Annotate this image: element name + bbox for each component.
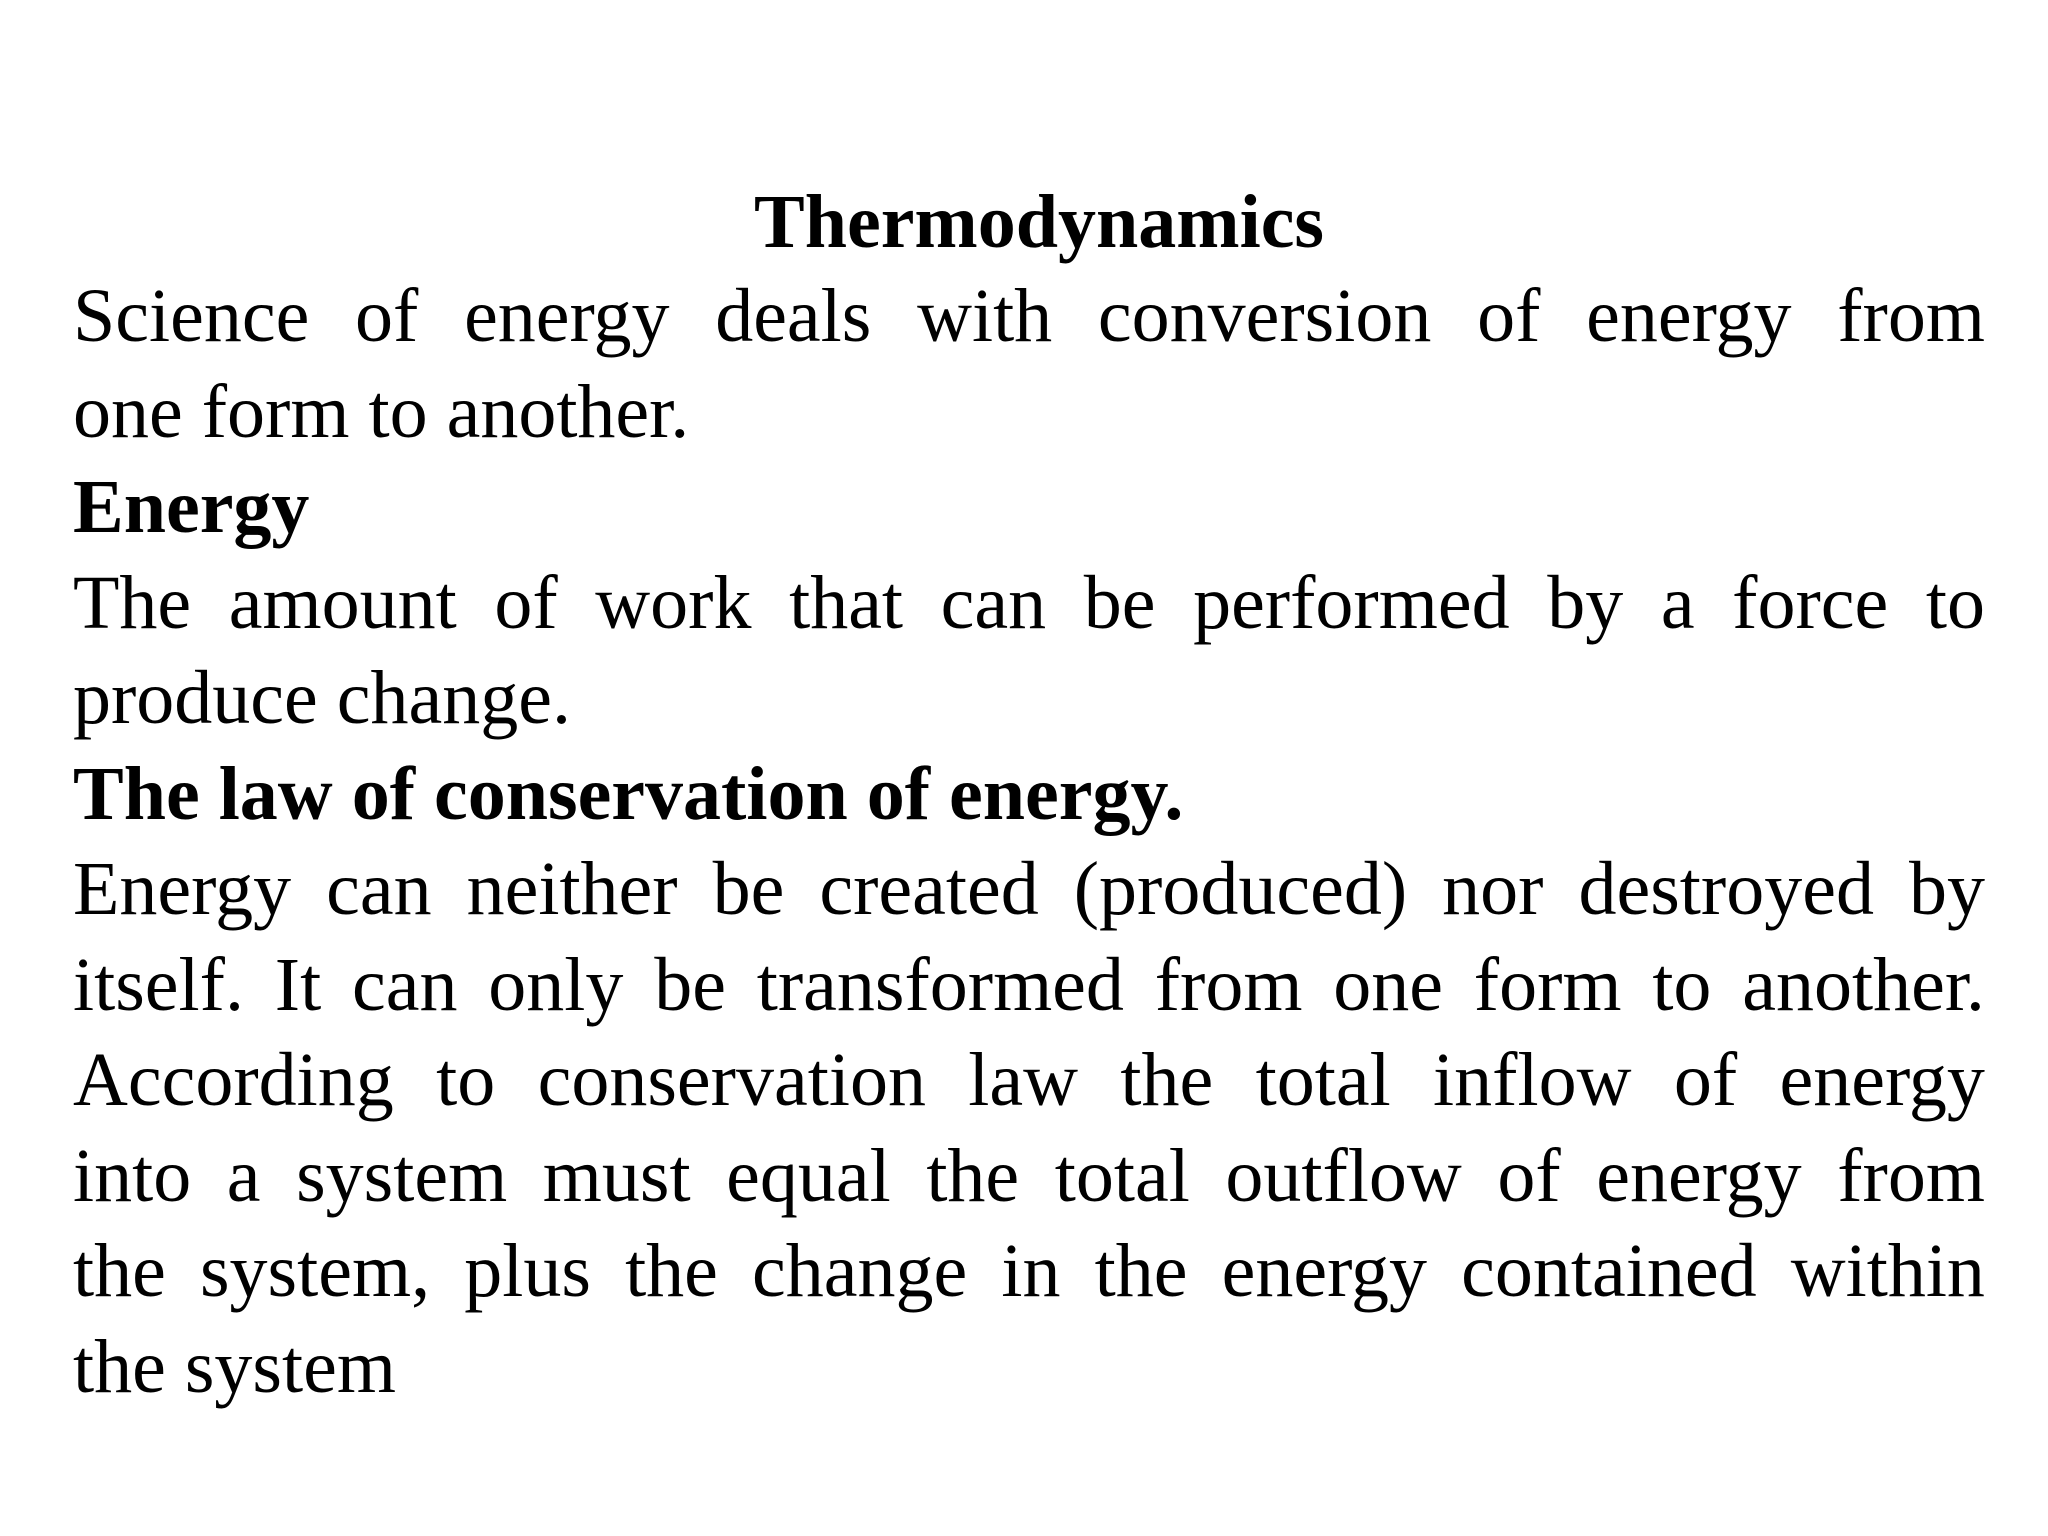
word: must — [542, 1133, 691, 1218]
word: can — [940, 560, 1047, 645]
word: neither — [466, 847, 678, 931]
word: only — [488, 942, 624, 1027]
law-line-1 — [73, 842, 1985, 938]
word: of — [1477, 274, 1541, 358]
word: energy — [1221, 1229, 1428, 1313]
word: equal — [726, 1133, 891, 1218]
slide-content — [73, 176, 1985, 1415]
word: According — [73, 1038, 394, 1122]
word: the — [73, 1229, 166, 1313]
word: (produced) — [1073, 847, 1408, 931]
word: from — [1154, 942, 1303, 1027]
word: from — [1837, 1133, 1985, 1218]
word: another. — [1742, 942, 1985, 1027]
word: itself. — [73, 942, 244, 1027]
word: energy — [1586, 274, 1792, 358]
word: Energy — [73, 847, 292, 931]
law-line-2 — [73, 938, 1985, 1034]
word: transformed — [756, 942, 1124, 1027]
word: system — [296, 1133, 508, 1218]
word: total — [1054, 1133, 1190, 1218]
word: within — [1790, 1229, 1985, 1313]
word: destroyed — [1578, 847, 1874, 931]
word: of — [1497, 1133, 1561, 1218]
word: total — [1255, 1038, 1391, 1122]
word: created — [819, 847, 1039, 931]
word: form — [1473, 942, 1622, 1027]
word: to — [1652, 942, 1712, 1027]
word: in — [1001, 1229, 1061, 1313]
slide-title: Thermodynamics — [754, 180, 1324, 264]
word: the — [1120, 1038, 1214, 1122]
law-last-line: the system — [73, 1324, 396, 1409]
definition-line-2: one form to another. — [73, 369, 690, 454]
word: by — [1908, 847, 1985, 931]
law-line-4 — [73, 1129, 1985, 1225]
word: outflow — [1225, 1133, 1462, 1218]
law-line-5 — [73, 1224, 1985, 1320]
word: change — [752, 1229, 968, 1313]
word: energy — [464, 274, 670, 358]
word: It — [274, 942, 322, 1027]
word: amount — [228, 560, 457, 645]
energy-line-1 — [73, 556, 1985, 652]
word: the — [926, 1133, 1020, 1218]
word: system, — [199, 1229, 431, 1313]
word: the — [625, 1229, 718, 1313]
word: inflow — [1433, 1038, 1632, 1122]
word: work — [595, 560, 752, 645]
word: be — [1083, 560, 1156, 645]
word: energy — [1596, 1133, 1802, 1218]
word: from — [1837, 274, 1985, 358]
word: of — [494, 560, 558, 645]
word: with — [917, 274, 1053, 358]
word: to — [436, 1038, 496, 1122]
word: to — [1925, 560, 1985, 645]
word: into — [73, 1133, 192, 1218]
word: of — [355, 274, 419, 358]
definition-line-1 — [73, 269, 1985, 365]
law-heading: The law of conservation of energy. — [73, 751, 1184, 836]
word: a — [226, 1133, 261, 1218]
word: law — [968, 1038, 1079, 1122]
word: conservation — [537, 1038, 926, 1122]
word: contained — [1461, 1229, 1757, 1313]
word: nor — [1442, 847, 1544, 931]
word: Science — [73, 274, 310, 358]
word: The — [73, 560, 192, 645]
word: of — [1673, 1038, 1738, 1122]
word: be — [712, 847, 785, 931]
word: one — [1333, 942, 1443, 1027]
word: energy — [1779, 1038, 1985, 1122]
word: a — [1660, 560, 1695, 645]
word: conversion — [1097, 274, 1432, 358]
word: by — [1547, 560, 1624, 645]
law-line-3 — [73, 1033, 1985, 1129]
word: plus — [464, 1229, 591, 1313]
word: can — [326, 847, 432, 931]
word: deals — [715, 274, 872, 358]
word: the — [1094, 1229, 1188, 1313]
word: force — [1732, 560, 1889, 645]
word: be — [654, 942, 726, 1027]
energy-heading: Energy — [73, 465, 310, 549]
word: can — [352, 942, 458, 1027]
word: performed — [1193, 560, 1510, 645]
word: that — [789, 560, 904, 645]
energy-line-2: produce change. — [73, 656, 571, 740]
